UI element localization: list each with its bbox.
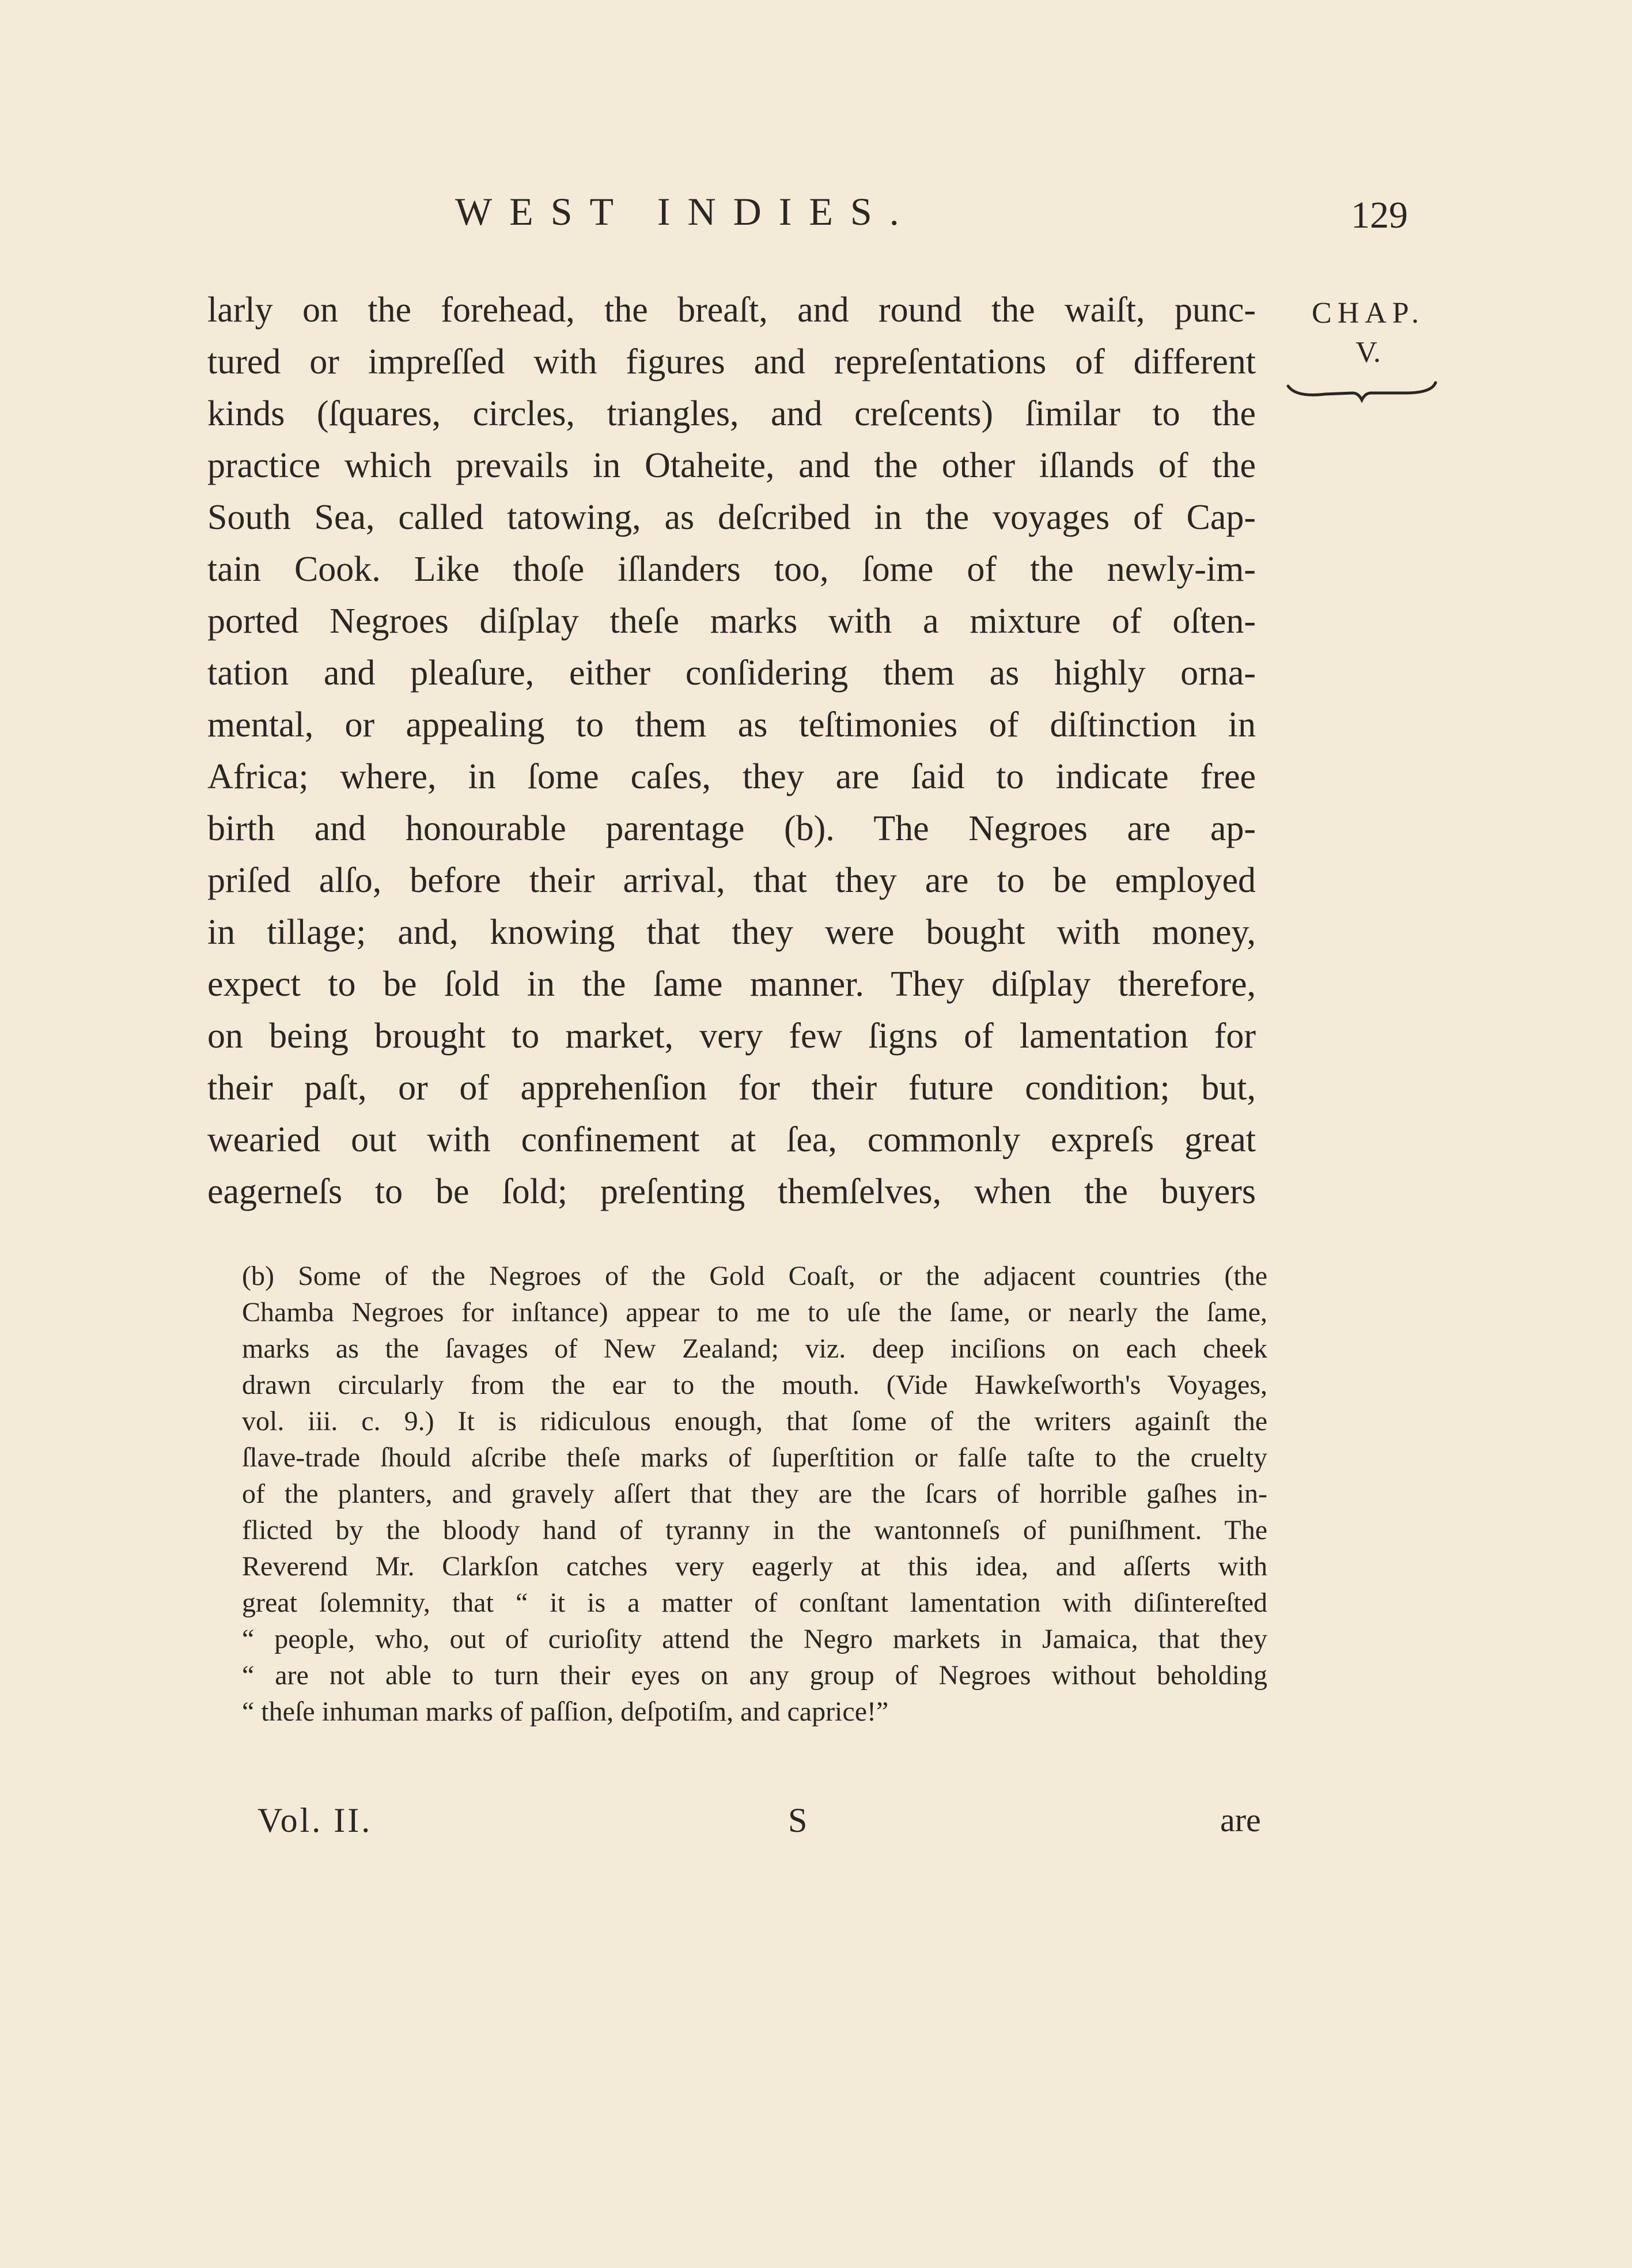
- footnote-line: ſlave-trade ſhould aſcribe theſe marks of ſuperſtition or falſe taſte to the cruelty: [242, 1442, 1267, 1473]
- text-line: priſed alſo, before their arrival, that they are to be employed: [207, 861, 1256, 900]
- chapter-label: CHAP.: [1312, 297, 1425, 330]
- text-line: eagerneſs to be ſold; preſenting themſelves, when the buyers: [207, 1172, 1256, 1211]
- text-line: wearied out with confinement at ſea, commonly expreſs great: [207, 1120, 1256, 1159]
- page-footer: [0, 1801, 1632, 1847]
- text-line: kinds (ſquares, circles, triangles, and creſcents) ſimilar to the: [207, 394, 1256, 433]
- text-line: mental, or appealing to them as teſtimonies of diſtinction in: [207, 705, 1256, 744]
- text-line: on being brought to market, very few ſigns of lamentation for: [207, 1016, 1256, 1056]
- running-title: WEST INDIES.: [455, 190, 917, 233]
- footnote-line: Chamba Negroes for inſtance) appear to me to uſe the ſame, or nearly the ſame,: [242, 1297, 1267, 1328]
- signature-mark: S: [788, 1801, 808, 1839]
- text-line: tation and pleaſure, either conſidering them as highly orna-: [207, 653, 1256, 693]
- footnote-line: marks as the ſavages of New Zealand; viz. deep inciſions on each cheek: [242, 1333, 1267, 1364]
- text-line: expect to be ſold in the ſame manner. They diſplay therefore,: [207, 965, 1256, 1004]
- footnote-line: vol. iii. c. 9.) It is ridiculous enough, that ſome of the writers againſt the: [242, 1406, 1267, 1437]
- footnote-line: “ people, who, out of curioſity attend the Negro markets in Jamaica, that they: [242, 1624, 1267, 1654]
- text-line: South Sea, called tatowing, as deſcribed in the voyages of Cap-: [207, 498, 1256, 537]
- margin-brace-icon: [1285, 380, 1440, 403]
- chapter-number: V.: [1355, 336, 1381, 369]
- margin-chapter-note: [1288, 293, 1449, 371]
- text-line: Africa; where, in ſome caſes, they are ſaid to indicate free: [207, 757, 1256, 796]
- text-line: in tillage; and, knowing that they were bought with money,: [207, 913, 1256, 952]
- footnote-line: great ſolemnity, that “ it is a matter of conſtant lamentation with diſintereſted: [242, 1587, 1267, 1618]
- footnote-line: “ are not able to turn their eyes on any group of Negroes without beholding: [242, 1660, 1267, 1691]
- page-number: 129: [1351, 194, 1408, 236]
- text-line: their paſt, or of apprehenſion for their future condition; but,: [207, 1068, 1256, 1107]
- page-header: [0, 189, 1632, 241]
- text-line: tured or impreſſed with figures and repreſentations of different: [207, 342, 1256, 381]
- text-line: practice which prevails in Otaheite, and the other iſlands of the: [207, 446, 1256, 485]
- footnote-line: flicted by the bloody hand of tyranny in the wantonneſs of puniſhment. The: [242, 1515, 1267, 1545]
- text-line: ported Negroes diſplay theſe marks with a mixture of oſten-: [207, 602, 1256, 641]
- footnote: [242, 1258, 1267, 1730]
- text-line: birth and honourable parentage (b). The Negroes are ap-: [207, 809, 1256, 848]
- footnote-line: “ theſe inhuman marks of paſſion, deſpotiſm, and caprice!”: [242, 1696, 889, 1727]
- catchword: are: [1220, 1801, 1261, 1839]
- text-line: larly on the forehead, the breaſt, and round the waiſt, punc-: [207, 290, 1256, 330]
- volume-label: Vol. II.: [258, 1801, 373, 1839]
- footnote-line: (b) Some of the Negroes of the Gold Coaſt, or the adjacent countries (the: [242, 1261, 1267, 1291]
- main-text: [207, 284, 1256, 1218]
- footnote-line: drawn circularly from the ear to the mouth. (Vide Hawkeſworth's Voyages,: [242, 1370, 1267, 1400]
- text-line: tain Cook. Like thoſe iſlanders too, ſome of the newly-im-: [207, 550, 1256, 589]
- footnote-line: Reverend Mr. Clarkſon catches very eagerly at this idea, and aſſerts with: [242, 1551, 1267, 1582]
- footnote-line: of the planters, and gravely aſſert that they are the ſcars of horrible gaſhes in-: [242, 1479, 1267, 1509]
